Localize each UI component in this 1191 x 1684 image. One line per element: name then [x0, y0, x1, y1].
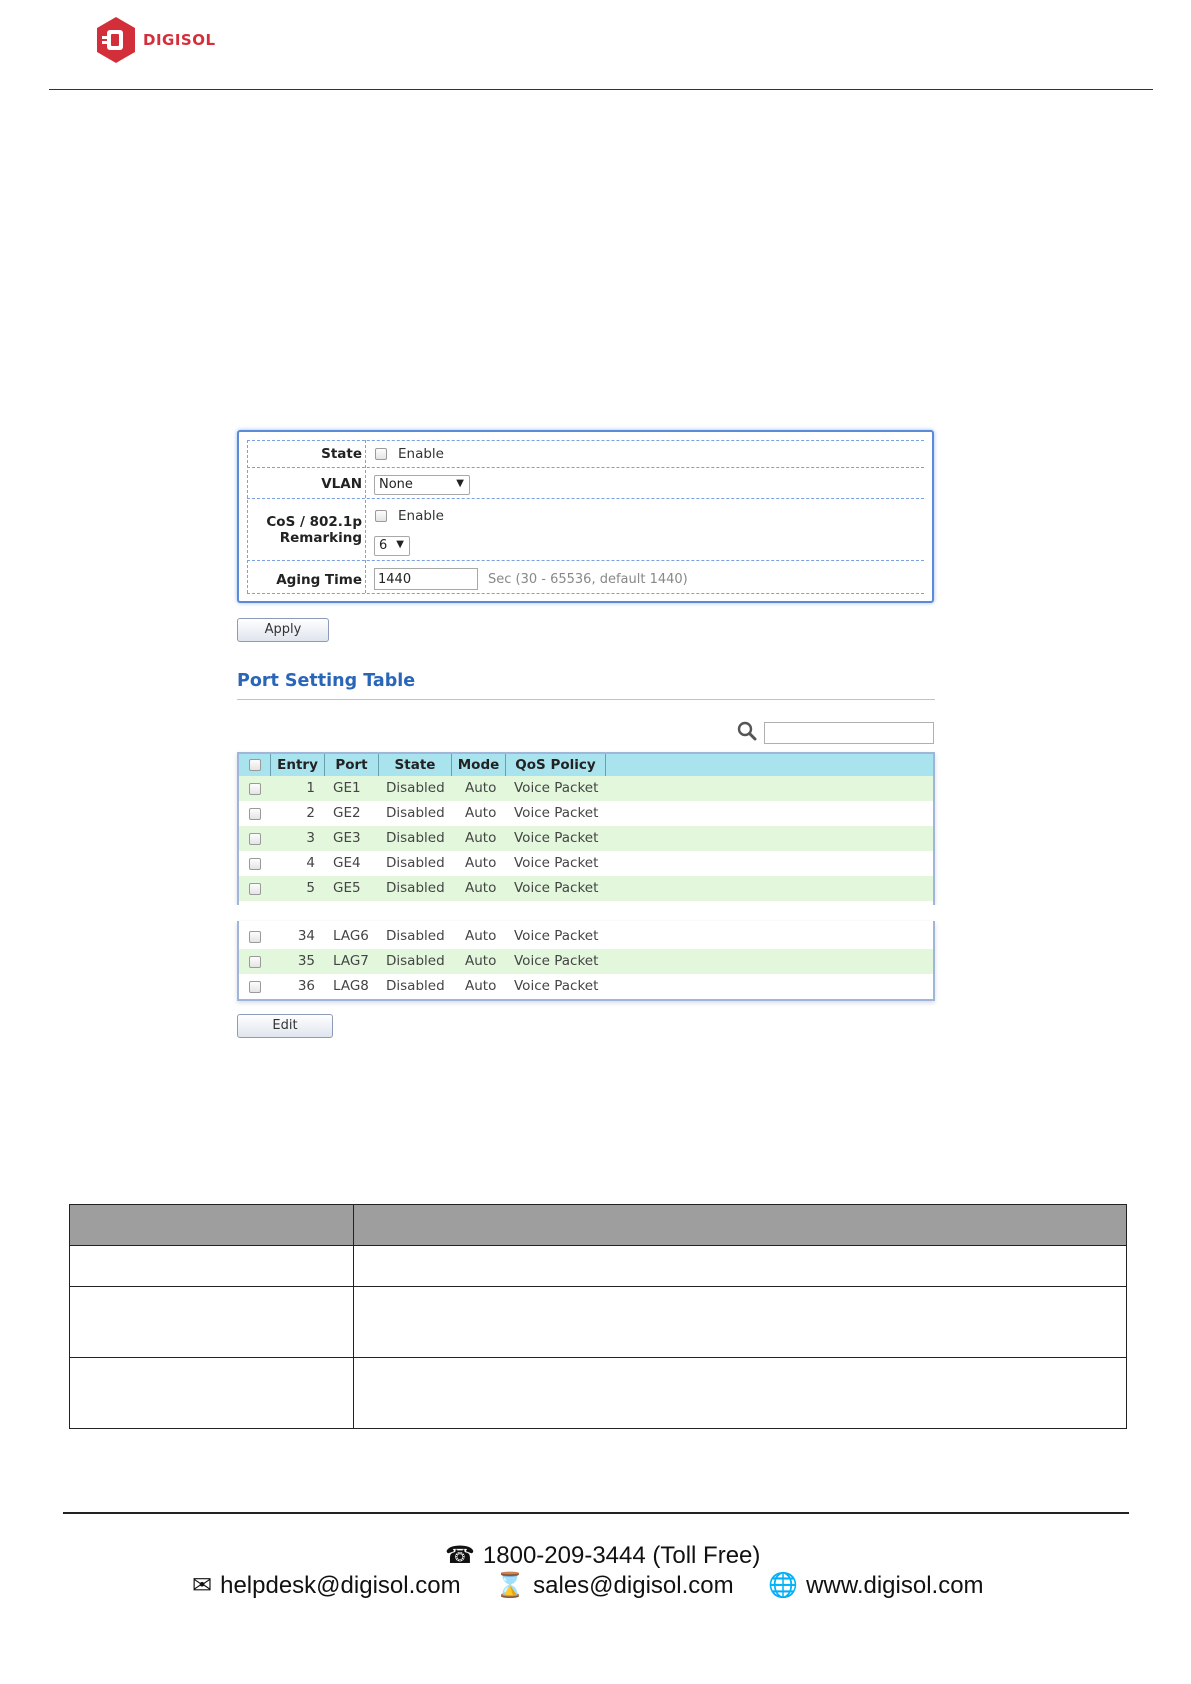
state-enable-label: Enable — [398, 446, 444, 462]
table-header — [239, 754, 933, 777]
digisol-logo — [95, 16, 216, 64]
cell-entry: 5 — [306, 880, 315, 896]
cell — [70, 1246, 354, 1287]
port-table-continued — [237, 921, 935, 1001]
cos-label-line1: CoS / 802.1p — [266, 514, 362, 530]
cell-entry: 2 — [306, 805, 315, 821]
row-checkbox[interactable] — [249, 783, 261, 795]
cell-qos-policy: Voice Packet — [514, 830, 599, 846]
column-header-entry[interactable]: Entry — [271, 754, 325, 776]
row-border — [247, 467, 924, 468]
cell-mode: Auto — [465, 780, 497, 796]
table-row[interactable] — [239, 974, 933, 999]
globe-icon: 🌐 — [768, 1572, 799, 1599]
logo-text: DIGISOL — [143, 31, 216, 49]
phone-icon: ☎ — [445, 1542, 475, 1569]
description-row — [70, 1246, 1127, 1287]
cell-port: LAG7 — [333, 953, 369, 969]
cell-port: GE2 — [333, 805, 361, 821]
row-checkbox[interactable] — [249, 981, 261, 993]
table-row[interactable] — [239, 949, 933, 974]
cell-state: Disabled — [386, 880, 445, 896]
column-header-state[interactable]: State — [379, 754, 452, 776]
table-row[interactable] — [239, 876, 933, 901]
cell-qos-policy: Voice Packet — [514, 780, 599, 796]
header-divider — [49, 89, 1153, 90]
cell-entry: 36 — [297, 978, 315, 994]
logo-hexagon-icon — [95, 16, 137, 64]
cell-port: LAG8 — [333, 978, 369, 994]
aging-time-input[interactable]: 1440 — [374, 568, 478, 590]
row-checkbox[interactable] — [249, 833, 261, 845]
row-checkbox[interactable] — [249, 808, 261, 820]
description-row — [70, 1358, 1127, 1429]
search-icon[interactable] — [737, 721, 757, 746]
voice-vlan-config-panel — [237, 430, 934, 603]
row-border — [247, 498, 924, 499]
row-checkbox[interactable] — [249, 858, 261, 870]
footer-contacts — [192, 1571, 984, 1600]
helpdesk-email-link[interactable]: helpdesk@digisol.com — [220, 1572, 461, 1599]
cell — [70, 1287, 354, 1358]
cos-label-line2: Remarking — [279, 530, 362, 546]
hourglass-icon: ⌛ — [495, 1572, 526, 1599]
cell — [354, 1358, 1127, 1429]
cell-qos-policy: Voice Packet — [514, 805, 599, 821]
row-border — [247, 440, 924, 441]
row-checkbox[interactable] — [249, 883, 261, 895]
cell-port: GE5 — [333, 880, 361, 896]
apply-button[interactable]: Apply — [237, 618, 329, 642]
port-setting-table-title: Port Setting Table — [237, 671, 416, 691]
vlan-select-value: None — [379, 477, 413, 492]
cell-qos-policy: Voice Packet — [514, 953, 599, 969]
cos-value-select[interactable] — [374, 536, 410, 556]
cell-entry: 34 — [297, 928, 315, 944]
aging-time-hint: Sec (30 - 65536, default 1440) — [488, 572, 688, 587]
table-search-input[interactable] — [764, 722, 934, 744]
cell-port: GE1 — [333, 780, 361, 796]
cell-qos-policy: Voice Packet — [514, 880, 599, 896]
column-header-port[interactable]: Port — [325, 754, 379, 776]
column-header-qos-policy[interactable]: QoS Policy — [506, 754, 606, 776]
cell-port: GE4 — [333, 855, 361, 871]
cell-entry: 4 — [306, 855, 315, 871]
header-cell — [70, 1205, 354, 1246]
header-cell — [354, 1205, 1127, 1246]
cell-state: Disabled — [386, 830, 445, 846]
cell-entry: 35 — [297, 953, 315, 969]
envelope-icon: ✉ — [192, 1572, 213, 1599]
cell-qos-policy: Voice Packet — [514, 855, 599, 871]
cell-mode: Auto — [465, 928, 497, 944]
cell-mode: Auto — [465, 855, 497, 871]
sales-email-link[interactable]: sales@digisol.com — [533, 1572, 734, 1599]
cell — [354, 1246, 1127, 1287]
footer-phone — [445, 1541, 760, 1570]
cell-entry: 3 — [306, 830, 315, 846]
cell-mode: Auto — [465, 805, 497, 821]
table-row[interactable] — [239, 801, 933, 826]
cell-port: LAG6 — [333, 928, 369, 944]
cell-state: Disabled — [386, 928, 445, 944]
dropdown-arrow-icon: ▼ — [456, 478, 464, 489]
vlan-select[interactable] — [374, 475, 470, 495]
row-border — [247, 593, 924, 594]
cell-port: GE3 — [333, 830, 361, 846]
table-row[interactable] — [239, 826, 933, 851]
edit-button[interactable]: Edit — [237, 1014, 333, 1038]
description-row — [70, 1287, 1127, 1358]
cell-mode: Auto — [465, 978, 497, 994]
cell-mode: Auto — [465, 953, 497, 969]
column-header-mode[interactable]: Mode — [452, 754, 506, 776]
cell-mode: Auto — [465, 830, 497, 846]
cell — [70, 1358, 354, 1429]
table-row[interactable] — [239, 851, 933, 876]
table-row[interactable] — [239, 776, 933, 801]
phone-number: 1800-209-3444 (Toll Free) — [482, 1542, 761, 1569]
select-all-checkbox[interactable] — [249, 759, 261, 771]
cell-state: Disabled — [386, 855, 445, 871]
vlan-label: VLAN — [321, 476, 362, 492]
cell — [354, 1287, 1127, 1358]
cell-qos-policy: Voice Packet — [514, 978, 599, 994]
dropdown-arrow-icon: ▼ — [396, 539, 404, 550]
description-table-header — [70, 1205, 1127, 1246]
select-all-header — [239, 754, 271, 776]
cell-entry: 1 — [306, 780, 315, 796]
cell-state: Disabled — [386, 978, 445, 994]
table-row[interactable] — [239, 924, 933, 949]
aging-time-label: Aging Time — [276, 572, 362, 588]
row-border — [247, 560, 924, 561]
website-link[interactable]: www.digisol.com — [806, 1572, 984, 1599]
row-checkbox[interactable] — [249, 956, 261, 968]
state-label: State — [321, 446, 362, 462]
cell-state: Disabled — [386, 805, 445, 821]
description-table — [69, 1204, 1127, 1429]
table-truncation-gap — [230, 905, 942, 921]
cell-mode: Auto — [465, 880, 497, 896]
cell-state: Disabled — [386, 780, 445, 796]
row-checkbox[interactable] — [249, 931, 261, 943]
cell-qos-policy: Voice Packet — [514, 928, 599, 944]
cos-enable-checkbox[interactable] — [375, 510, 387, 522]
footer-divider — [63, 1512, 1129, 1514]
port-table — [237, 752, 935, 905]
state-enable-checkbox[interactable] — [375, 448, 387, 460]
cell-state: Disabled — [386, 953, 445, 969]
cos-enable-label: Enable — [398, 508, 444, 524]
section-divider — [237, 699, 935, 700]
cos-select-value: 6 — [379, 538, 388, 553]
